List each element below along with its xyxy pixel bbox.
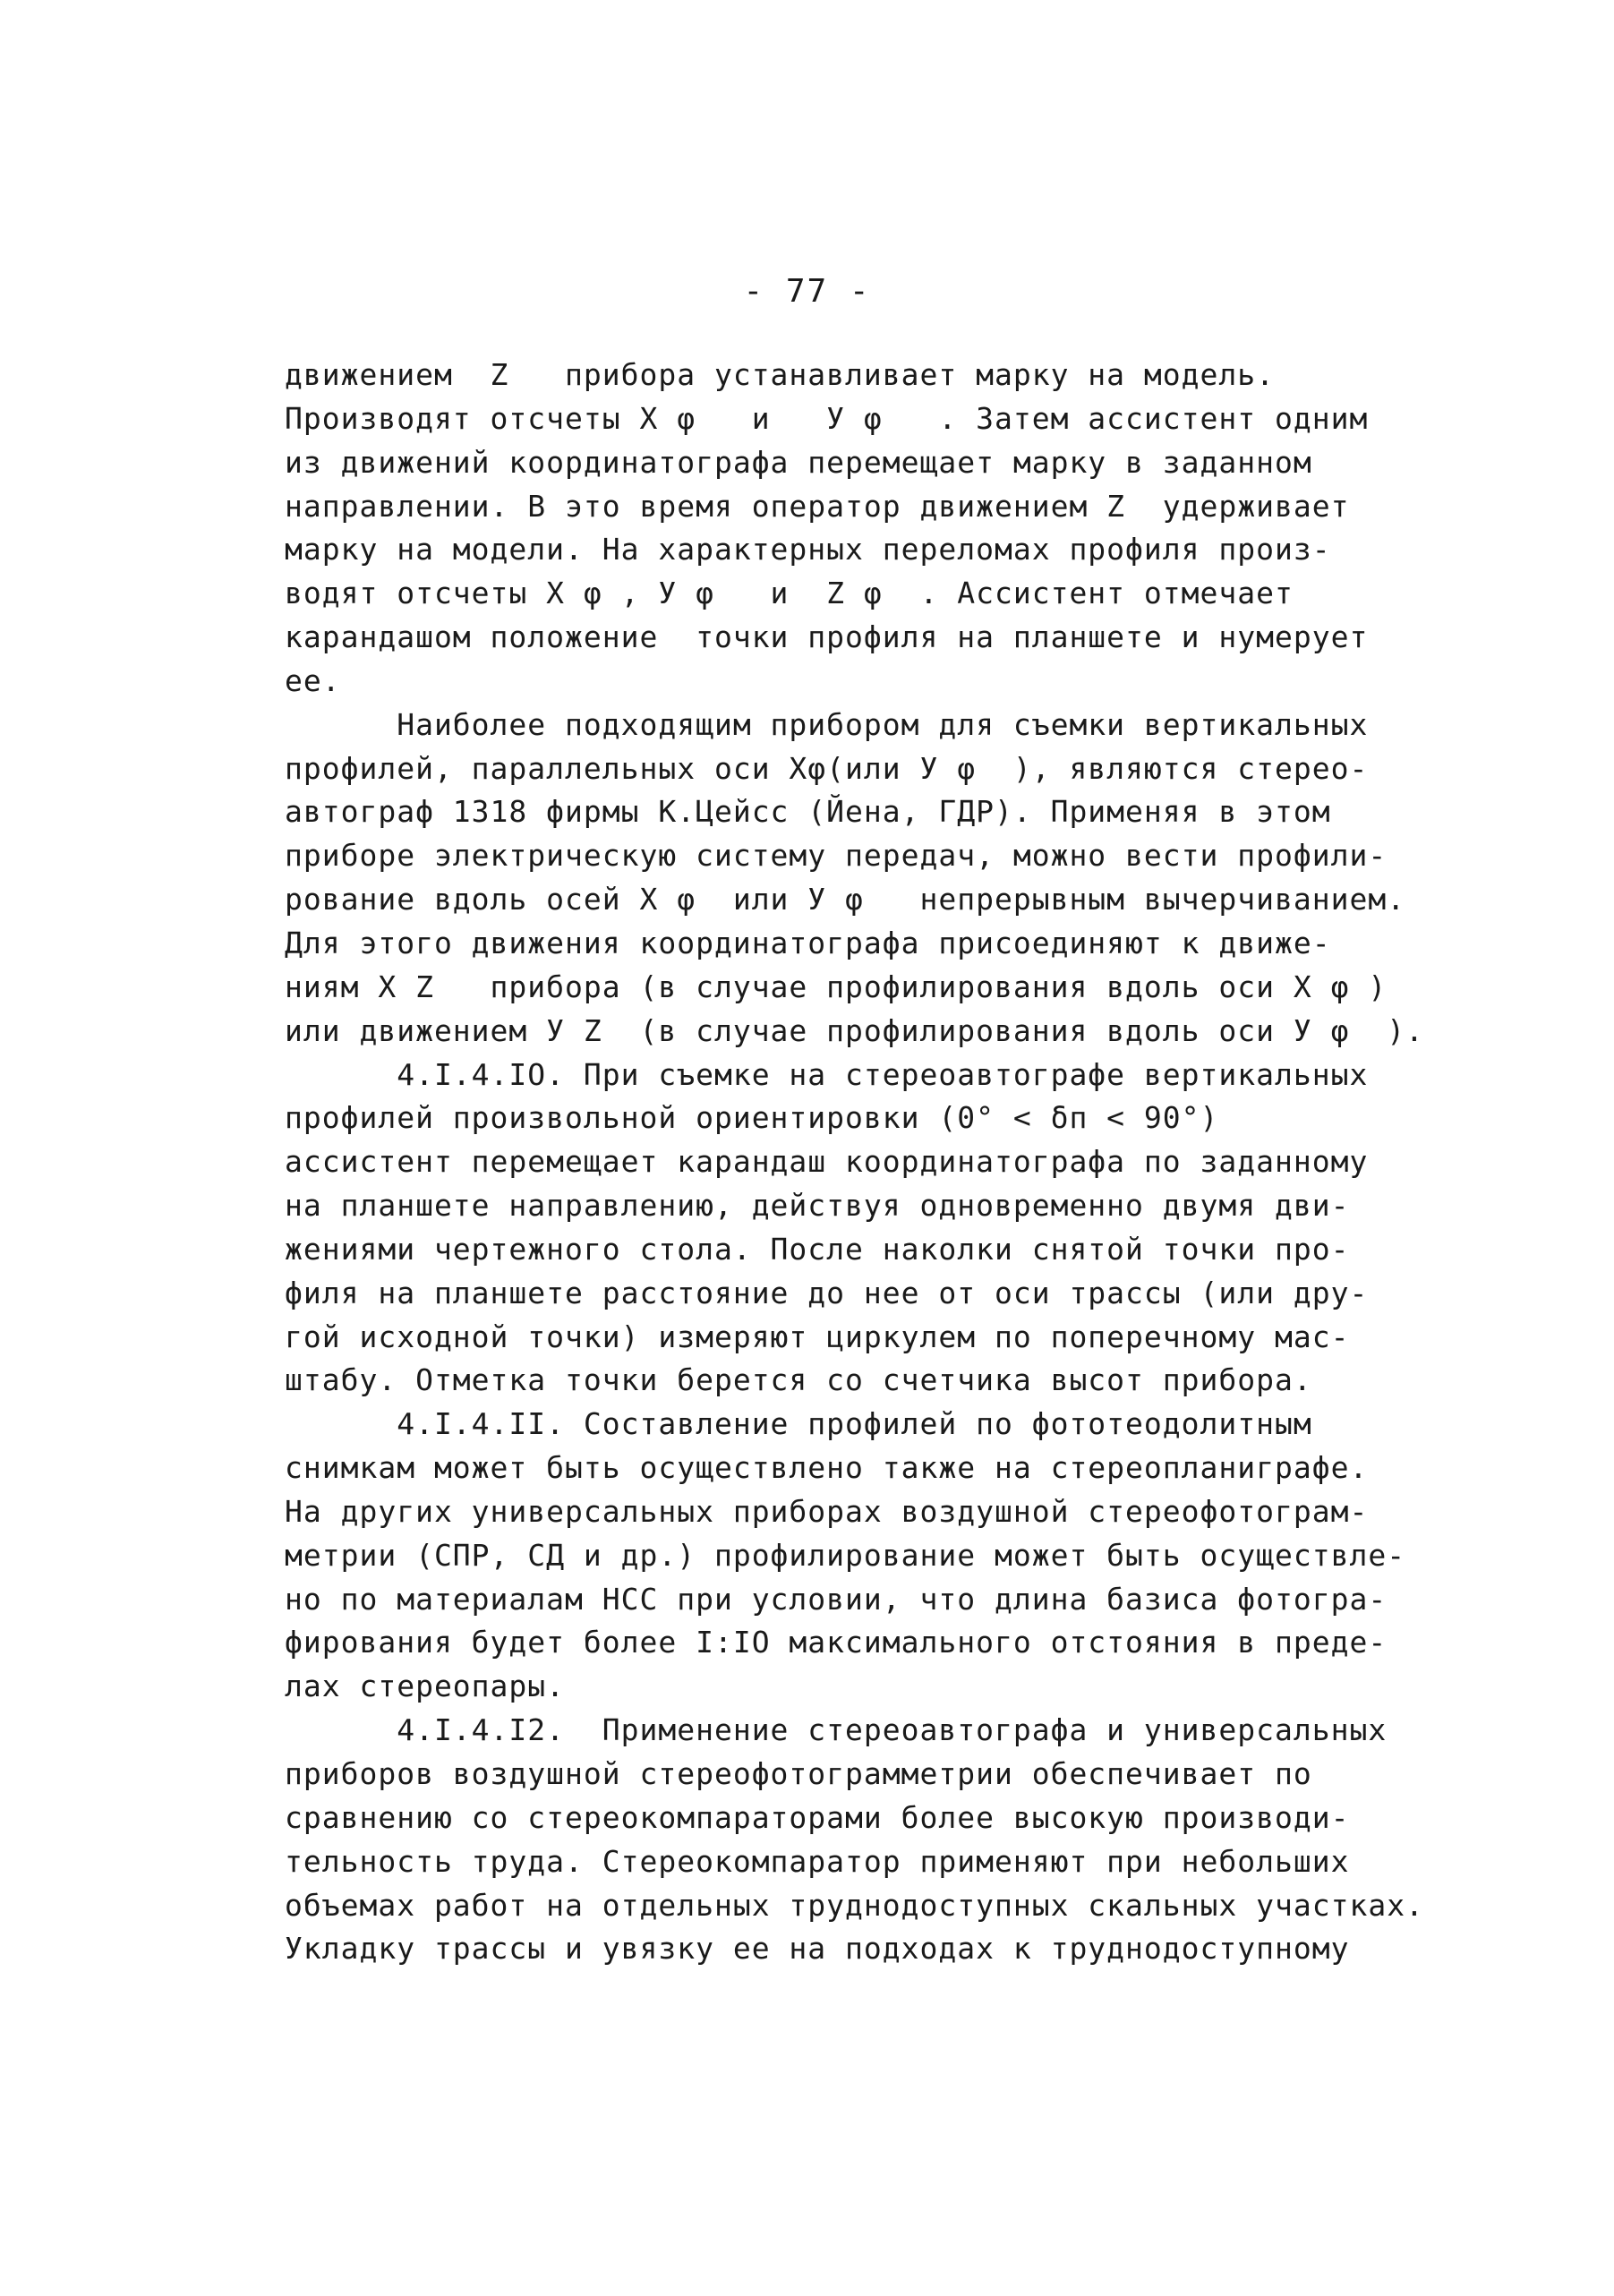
text-line: из движений координатографа перемещает марку в заданном [285, 444, 1312, 480]
text-line: 4.I.4.II. Составление профилей по фототеодолитным [285, 1406, 1312, 1442]
text-line: гой исходной точки) измеряют циркулем по поперечному мас- [285, 1319, 1350, 1354]
text-line: марку на модели. На характерных переломах профиля произ- [285, 532, 1331, 568]
text-line: Укладку трассы и увязку ее на подходах к труднодоступному [285, 1931, 1350, 1967]
text-line: водят отсчеты Х φ , У φ и Z φ . Ассистент отмечает [285, 576, 1294, 611]
page-number: - 77 - [743, 273, 871, 310]
text-line: Наиболее подходящим прибором для съемки вертикальных [285, 706, 1369, 742]
text-line: 4.I.4.I2. Применение стереоавтографа и универсальных [285, 1712, 1388, 1748]
text-line: штабу. Отметка точки берется со счетчика высот прибора. [285, 1362, 1312, 1398]
text-line: 4.I.4.IO. При съемке на стереоавтографе вертикальных [285, 1056, 1369, 1092]
text-line: Производят отсчеты Х φ и У φ . Затем ассистент одним [285, 400, 1369, 436]
text-line: но по материалам НСС при условии, что длина базиса фотогра- [285, 1581, 1388, 1617]
text-line: приборов воздушной стереофотограмметрии обеспечивает по [285, 1756, 1312, 1791]
text-line: профилей, параллельных оси Хφ(или У φ ), являются стерео- [285, 750, 1369, 786]
text-line: на планшете направлению, действуя одновременно двумя дви- [285, 1188, 1350, 1224]
text-line: рование вдоль осей Х φ или У φ непрерывным вычерчиванием. [285, 882, 1406, 918]
text-line: карандашом положение точки профиля на планшете и нумерует [285, 619, 1369, 655]
text-line: автограф 1318 фирмы К.Цейсс (Йена, ГДР). Применяя в этом [285, 794, 1331, 830]
text-line: ассистент перемещает карандаш координатографа по заданному [285, 1144, 1369, 1180]
text-line: профилей произвольной ориентировки (0° < δп < 90°) [285, 1100, 1219, 1136]
text-line: или движением У Z (в случае профилирования вдоль оси У φ ). [285, 1012, 1424, 1048]
text-line: метрии (СПР, СД и др.) профилирование может быть осуществле- [285, 1537, 1406, 1573]
text-line: направлении. В это время оператор движением Z удерживает [285, 488, 1350, 524]
text-line: снимкам может быть осуществлено также на стереопланиграфе. [285, 1450, 1369, 1486]
text-line: движением Z прибора устанавливает марку на модель. [285, 357, 1275, 392]
text-line: приборе электрическую систему передач, можно вести профили- [285, 838, 1388, 874]
text-line: филя на планшете расстояние до нее от оси трассы (или дру- [285, 1275, 1369, 1310]
text-line: ее. [285, 662, 341, 698]
text-line: фирования будет более I:IO максимального отстояния в преде- [285, 1625, 1388, 1660]
text-line: жениями чертежного стола. После наколки снятой точки про- [285, 1231, 1350, 1267]
text-line: сравнению со стереокомпараторами более высокую производи- [285, 1799, 1350, 1835]
text-line: На других универсальных приборах воздушной стереофотограм- [285, 1493, 1369, 1529]
body-text [285, 354, 1439, 1971]
text-line: ниям Х Z прибора (в случае профилирования вдоль оси Х φ ) [285, 969, 1388, 1004]
text-line: тельность труда. Стереокомпаратор применяют при небольших [285, 1843, 1350, 1879]
text-line: Для этого движения координатографа присоединяют к движе- [285, 925, 1331, 960]
text-line: лах стереопары. [285, 1669, 566, 1704]
text-line: объемах работ на отдельных труднодоступных скальных участках. [285, 1887, 1424, 1923]
